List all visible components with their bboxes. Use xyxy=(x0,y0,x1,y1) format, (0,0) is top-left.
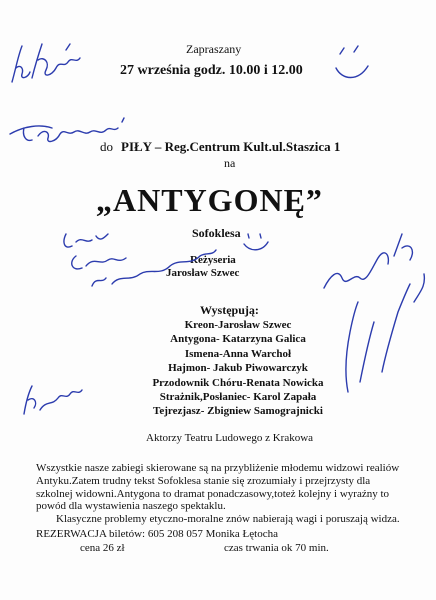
description-paragraph: Wszystkie nasze zabiegi skierowane są na przybliżenie młodemu widzowi realiów Antyku.Zatem trudny tekst Sofoklesa stanie się zrozumiały i przejrzysty dla szkolnej widowni.Antygona to dramat ponadczasowy,toteż kolejny i wyraźny to powód dla wystawienia naszego spektaklu. xyxy=(36,462,400,513)
cast-label: Występują: xyxy=(200,303,259,317)
cast-member: Antygona- Katarzyna Galica xyxy=(170,333,306,346)
signature-lower-left xyxy=(18,380,88,420)
signature-upper-left xyxy=(4,112,134,152)
show-duration: czas trwania ok 70 min. xyxy=(224,542,329,554)
invitation-text: Zapraszany xyxy=(186,42,242,56)
smiley-middle xyxy=(238,226,274,256)
description-paragraph: Klasyczne problemy etyczno-moralne znów nabierają wagi i poruszają widza. xyxy=(56,513,400,526)
venue-to: do xyxy=(100,139,113,154)
date-time: 27 września godz. 10.00 i 12.00 xyxy=(120,63,303,78)
cast-member: Ismena-Anna Warchoł xyxy=(184,347,292,360)
cast-member: Strażnik,Posłaniec- Karol Zapała xyxy=(159,391,317,404)
play-title: „ANTYGONĘ” xyxy=(96,182,323,218)
signature-right-vertical xyxy=(334,262,434,402)
greeting-handwriting xyxy=(56,226,226,306)
play-author: Sofoklesa xyxy=(192,226,241,240)
reservation-line: REZERWACJA biletów: 605 208 057 Monika Łętocha xyxy=(36,528,278,540)
ticket-price: cena 26 zł xyxy=(80,542,125,554)
cast-member: Hajmon- Jakub Piwowarczyk xyxy=(168,362,308,375)
description xyxy=(36,462,408,526)
cast-member: Kreon-Jarosław Szwec xyxy=(184,319,292,331)
smiley-top-right xyxy=(328,40,378,90)
actors-note: Aktorzy Teatru Ludowego z Krakowa xyxy=(146,432,314,444)
cast-member: Tejrezjasz- Zbigniew Samograjnicki xyxy=(153,405,323,418)
cast-member: Przodownik Chóru-Renata Nowicka xyxy=(152,376,324,389)
venue-na: na xyxy=(224,156,236,170)
venue-name: PIŁY – Reg.Centrum Kult.ul.Staszica 1 xyxy=(121,139,341,154)
director-label: Reżyseria xyxy=(190,254,236,266)
signature-top-left xyxy=(6,38,96,98)
director-name: Jarosław Szwec xyxy=(166,267,240,279)
